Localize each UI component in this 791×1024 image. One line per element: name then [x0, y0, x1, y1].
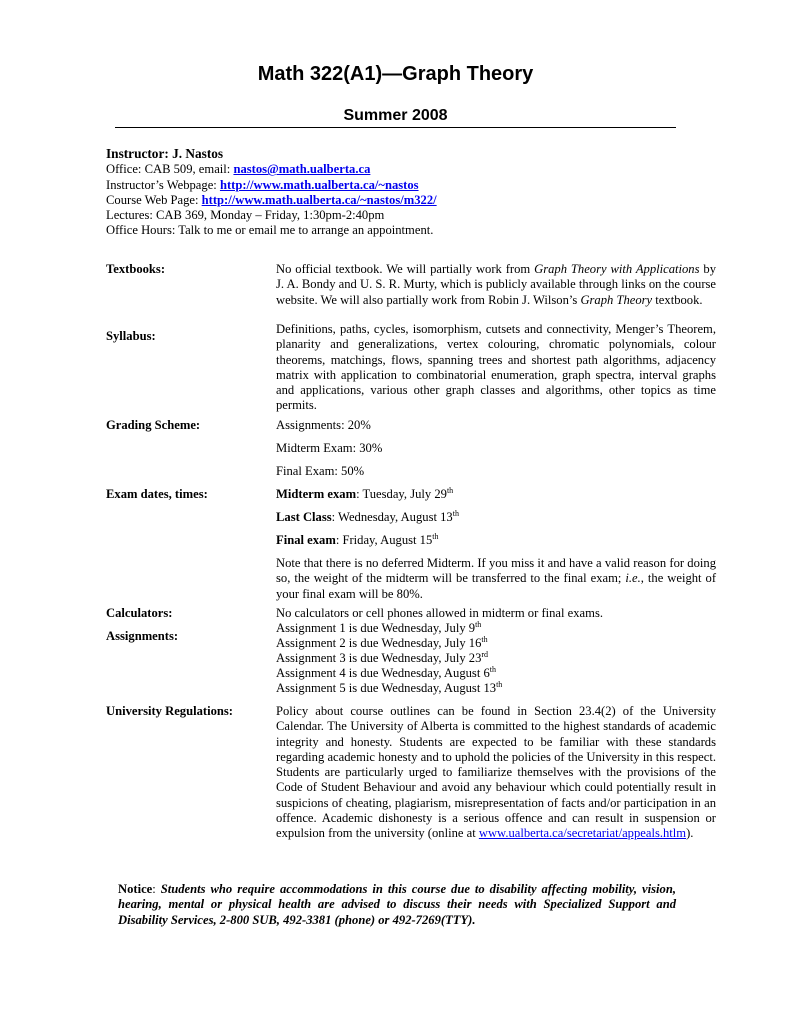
assignment-text: Assignment 1 is due Wednesday, July 9 [276, 621, 476, 635]
assignment-suffix: th [496, 679, 503, 689]
assignment-item [276, 636, 716, 651]
assignment-suffix: th [489, 664, 497, 674]
exam-name: Last Class [276, 510, 332, 524]
office-hours-line: Office Hours: Talk to me or email me to arrange an appointment. [106, 223, 434, 238]
appeals-link[interactable]: www.ualberta.ca/secretariat/appeals.htlm [478, 826, 687, 841]
grading-item: Assignments: 20% [276, 418, 371, 432]
course-page-label: Course Web Page: [106, 192, 202, 207]
syllabus-text: Definitions, paths, cycles, isomorphism, cutsets and connectivity, Menger’s Theorem, planarity and generalizations, vertex colouring, chromatic polynomials, colour theorems, matchings, flows, spanning trees and shortest path algorithms, adjacency matrix with application to combinatorial enumeration, graph spectra, interval graphs and applications, various other graph classes and algorithms, other topics as time permits. [276, 322, 716, 413]
page-subtitle: Summer 2008 [343, 107, 448, 124]
textbooks-t2: by J. A. Bondy and U. S. R. Murty, which is publicly available through links on the course website. We will also partially work from Robin J. Wilson’s [276, 262, 717, 307]
assignment-text: Assignment 5 is due Wednesday, August 13 [276, 681, 497, 695]
exam-note-ie: i.e. [625, 571, 641, 586]
textbooks-t3: textbook. [652, 292, 703, 307]
exams-label: Exam dates, times: [106, 487, 208, 501]
assignment-text: Assignment 2 is due Wednesday, July 16 [276, 636, 482, 650]
exam-date-suffix: th [432, 531, 439, 541]
regulations-body: Policy about course outlines can be found in Section 23.4(2) of the University Calendar. The University of Alberta is committed to the highest standards of academic integrity and honesty. Students are expected to be familiar with these standards regarding academic honesty and to uphold the policies of the University in this respect. Students are particularly urged to familiarize themselves with the provisions of the Code of Student Behaviour and avoid any behaviour which could potentially result in suspicions of cheating, plagiarism, misrepresentation of facts and/or participation in an offence. Academic dishonesty is a serious offence and can result in suspension or expulsion from the university (online at [276, 704, 716, 841]
course-page-line [106, 193, 706, 208]
assignments-label: Assignments: [106, 629, 179, 643]
assignment-item [276, 681, 716, 696]
regulations-end: ). [686, 826, 694, 841]
title-divider [115, 127, 676, 128]
exam-note-post: , the weight of your final exam will be 80%. [276, 571, 717, 601]
textbooks-label: Textbooks: [106, 262, 166, 276]
textbook-title-1: Graph Theory with Applications [534, 262, 700, 276]
notice-text: Students who require accommodations in this course due to disability affecting mobility, vision, hearing, mental or physical health are advised to discuss their needs with Specialized Support and Disability Services, 2-800 SUB, 492-3381 (phone) or 492-7269(TTY). [118, 882, 676, 927]
assignment-suffix: th [475, 619, 482, 629]
assignment-text: Assignment 3 is due Wednesday, July 23 [276, 651, 482, 665]
assignment-item [276, 621, 716, 636]
webpage-line [106, 178, 706, 193]
exam-date: : Tuesday, July 29 [356, 487, 447, 501]
lectures-line: Lectures: CAB 369, Monday – Friday, 1:30pm-2:40pm [106, 208, 385, 223]
notice-block [118, 882, 676, 928]
page-title: Math 322(A1)—Graph Theory [257, 63, 534, 85]
regulations-text [276, 704, 716, 842]
exam-date: : Wednesday, August 13 [331, 510, 453, 524]
exam-date: : Friday, August 15 [335, 533, 433, 547]
regulations-label: University Regulations: [106, 704, 233, 718]
exam-item [276, 510, 716, 525]
office-line [106, 162, 706, 177]
instructor-heading: Instructor: J. Nastos [106, 146, 224, 161]
exam-name: Final exam [276, 533, 336, 547]
exam-item [276, 533, 716, 548]
calculators-text: No calculators or cell phones allowed in midterm or final exams. [276, 606, 603, 620]
notice-sep: : [152, 882, 161, 896]
exam-date-suffix: th [452, 508, 459, 518]
textbooks-text [276, 262, 716, 308]
calculators-label: Calculators: [106, 606, 173, 620]
email-link[interactable]: nastos@math.ualberta.ca [233, 162, 371, 177]
exam-date-suffix: th [446, 485, 454, 495]
assignment-suffix: rd [481, 649, 489, 659]
grading-item: Final Exam: 50% [276, 464, 365, 478]
exam-note-pre: Note that there is no deferred Midterm. If you miss it and have a valid reason for doing so, the weight of the midterm will be transferred to the final exam; [276, 556, 716, 586]
grading-item: Midterm Exam: 30% [276, 441, 383, 455]
exam-item [276, 487, 716, 502]
notice-label: Notice [118, 882, 153, 896]
exam-note [276, 556, 716, 602]
course-webpage-link[interactable]: http://www.math.ualberta.ca/~nastos/m322/ [201, 192, 437, 207]
textbook-title-2: Graph Theory [580, 292, 653, 307]
instructor-block [106, 146, 706, 239]
syllabus-label: Syllabus: [106, 329, 156, 343]
assignment-text: Assignment 4 is due Wednesday, August 6 [276, 666, 490, 680]
textbooks-t1: No official textbook. We will partially work from [276, 262, 535, 276]
assignment-suffix: th [481, 634, 488, 644]
webpage-label: Instructor’s Webpage: [106, 177, 220, 192]
exam-name: Midterm exam [276, 487, 357, 501]
instructor-webpage-link[interactable]: http://www.math.ualberta.ca/~nastos [219, 177, 419, 192]
grading-label: Grading Scheme: [106, 418, 201, 432]
office-text: Office: CAB 509, email: [106, 162, 234, 177]
